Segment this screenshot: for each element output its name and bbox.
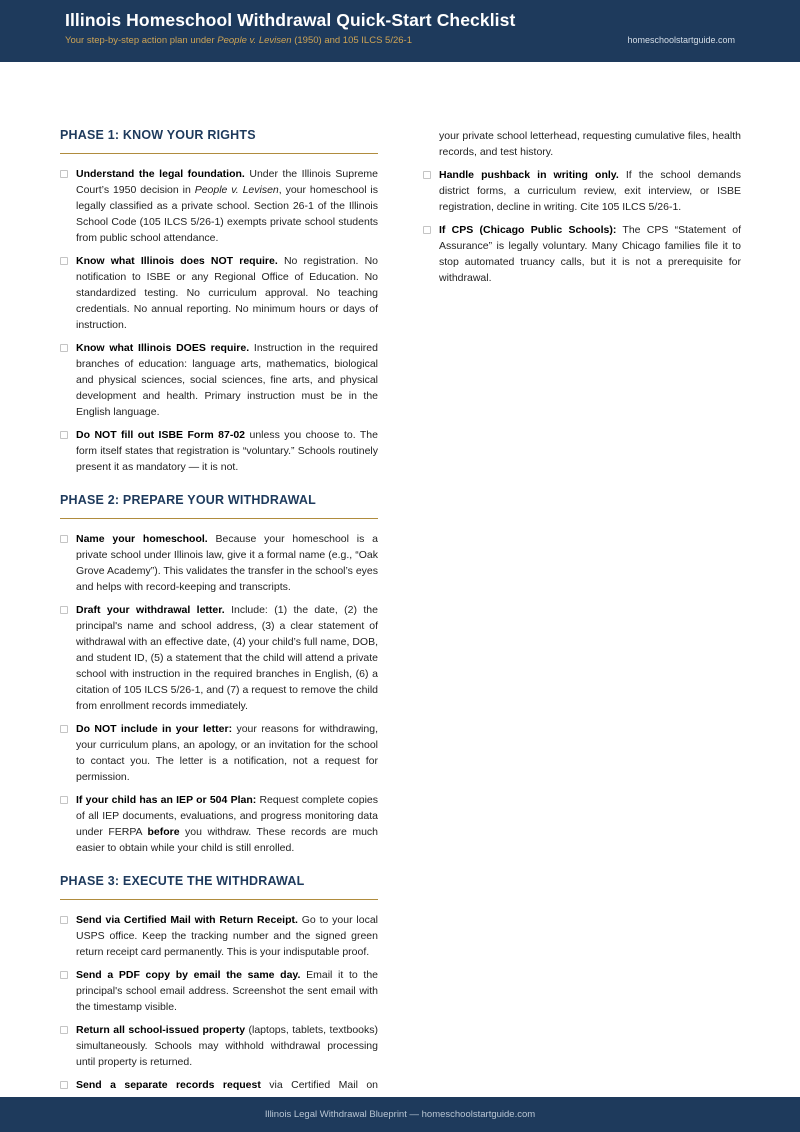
checkbox-icon[interactable] — [60, 916, 68, 924]
checkbox-icon[interactable] — [60, 725, 68, 733]
checklist-item-text: If CPS (Chicago Public Schools): The CPS “Statement of Assurance” is legally voluntary. Many Chicago families file it to stop automated truancy calls, but it is not a prerequisite for withdrawal. — [439, 224, 741, 284]
phase-rule-divider — [60, 899, 378, 900]
checklist-item-text: Send via Certified Mail with Return Receipt. Go to your local USPS office. Keep the tracking number and the signed green return receipt card permanently. This is your indisputable proof. — [76, 914, 378, 958]
checklist-item — [60, 531, 378, 595]
checklist-item-text: Know what Illinois does NOT require. No registration. No notification to ISBE or any Regional Office of Education. No standardized testing. No curriculum approval. No teaching credentials. No annual reporting. No minimum hours or days of instruction. — [76, 255, 378, 331]
checklist-item — [60, 1077, 378, 1093]
page-subtitle: Your step-by-step action plan under People v. Levisen (1950) and 105 ILCS 5/26-1 — [65, 35, 412, 46]
phase-heading: PHASE 2: PREPARE YOUR WITHDRAWAL — [60, 493, 316, 507]
page-footer — [0, 1097, 800, 1132]
checkbox-icon[interactable] — [423, 226, 431, 234]
checklist-item — [60, 166, 378, 246]
checklist-item — [60, 340, 378, 420]
checkbox-icon[interactable] — [60, 1026, 68, 1034]
phase-rule-divider — [60, 153, 378, 154]
checklist-item-text: Know what Illinois DOES require. Instruction in the required branches of education: language arts, mathematics, biological and physical sciences, social sciences, fine arts, and physical development and health. Primary instruction must be in the English language. — [76, 342, 378, 418]
checkbox-icon[interactable] — [60, 431, 68, 439]
checklist-item — [423, 167, 741, 215]
checklist-item-text: Return all school-issued property (laptops, tablets, textbooks) simultaneously. Schools may withhold withdrawal processing until property is returned. — [76, 1024, 378, 1068]
checklist-item-text: Do NOT include in your letter: your reasons for withdrawing, your curriculum plans, an apology, or an invitation for the school to contact you. The letter is a notification, not a request for permission. — [76, 723, 378, 783]
checklist-item-text: Handle pushback in writing only. If the school demands district forms, a curriculum review, exit interview, or ISBE registration, decline in writing. Cite 105 ILCS 5/26-1. — [439, 169, 741, 213]
checklist-item-text: If your child has an IEP or 504 Plan: Request complete copies of all IEP documents, evaluations, and progress monitoring data under FERPA before you withdraw. These records are much easier to obtain while your child is still enrolled. — [76, 794, 378, 854]
site-url: homeschoolstartguide.com — [627, 35, 735, 45]
checkbox-icon[interactable] — [60, 344, 68, 352]
phase-heading: PHASE 1: KNOW YOUR RIGHTS — [60, 128, 256, 142]
checklist-item — [60, 427, 378, 475]
checklist-item — [60, 721, 378, 785]
checkbox-icon[interactable] — [60, 1081, 68, 1089]
checklist-item — [60, 1022, 378, 1070]
checklist-item-text: Understand the legal foundation. Under the Illinois Supreme Court’s 1950 decision in People v. Levisen, your homeschool is legally classified as a private school. Section 26-1 of the Illinois School Code (105 ILCS 5/26-1) exempts private school students from public school attendance. — [76, 168, 379, 244]
phase-heading: PHASE 3: EXECUTE THE WITHDRAWAL — [60, 874, 305, 888]
checklist-item-text: Do NOT fill out ISBE Form 87-02 unless you choose to. The form itself states that registration is “voluntary.” Schools routinely present it as mandatory — it is not. — [76, 429, 378, 473]
checklist-item — [60, 602, 378, 714]
checkbox-icon[interactable] — [60, 535, 68, 543]
footer-text: Illinois Legal Withdrawal Blueprint — homeschoolstartguide.com — [264, 1109, 536, 1120]
checklist-item-text: your private school letterhead, requesting cumulative files, health records, and test history. — [439, 130, 741, 158]
checklist-item-text: Draft your withdrawal letter. Include: (1) the date, (2) the principal's name and school address, (3) a clear statement of withdrawal with an effective date, (4) your child’s full name, DOB, and student ID, (5) a statement that the child will attend a private school with instruction in the required branches in English, (6) a citation of 105 ILCS 5/26-1, and (7) a request to remove the child from enrollment records immediately. — [76, 604, 378, 712]
checklist-item-continuation — [423, 128, 741, 160]
checklist-item — [423, 222, 741, 286]
checklist-body — [0, 62, 800, 1100]
checkbox-icon[interactable] — [60, 257, 68, 265]
left-column — [60, 128, 378, 1100]
checklist-item — [60, 253, 378, 333]
checkbox-icon[interactable] — [60, 796, 68, 804]
checkbox-icon[interactable] — [60, 170, 68, 178]
checklist-item-text: Send a PDF copy by email the same day. Email it to the principal's school email address. Screenshot the sent email with the timestamp visible. — [76, 969, 379, 1013]
checklist-item — [60, 792, 378, 856]
checkbox-icon[interactable] — [60, 606, 68, 614]
page-header — [0, 0, 800, 62]
checkbox-icon[interactable] — [423, 171, 431, 179]
checkbox-icon[interactable] — [60, 971, 68, 979]
checklist-item — [60, 967, 378, 1015]
page-title: Illinois Homeschool Withdrawal Quick-Start Checklist — [65, 10, 516, 30]
checklist-item-text: Name your homeschool. Because your homeschool is a private school under Illinois law, give it a formal name (e.g., “Oak Grove Academy”). This validates the transfer in the school’s eyes and helps with record-keeping and transcripts. — [76, 533, 378, 593]
right-column — [423, 128, 741, 1100]
phase-rule-divider — [60, 518, 378, 519]
checklist-item-text: Send a separate records request via Certified Mail on — [76, 1079, 379, 1091]
checklist-item — [60, 912, 378, 960]
